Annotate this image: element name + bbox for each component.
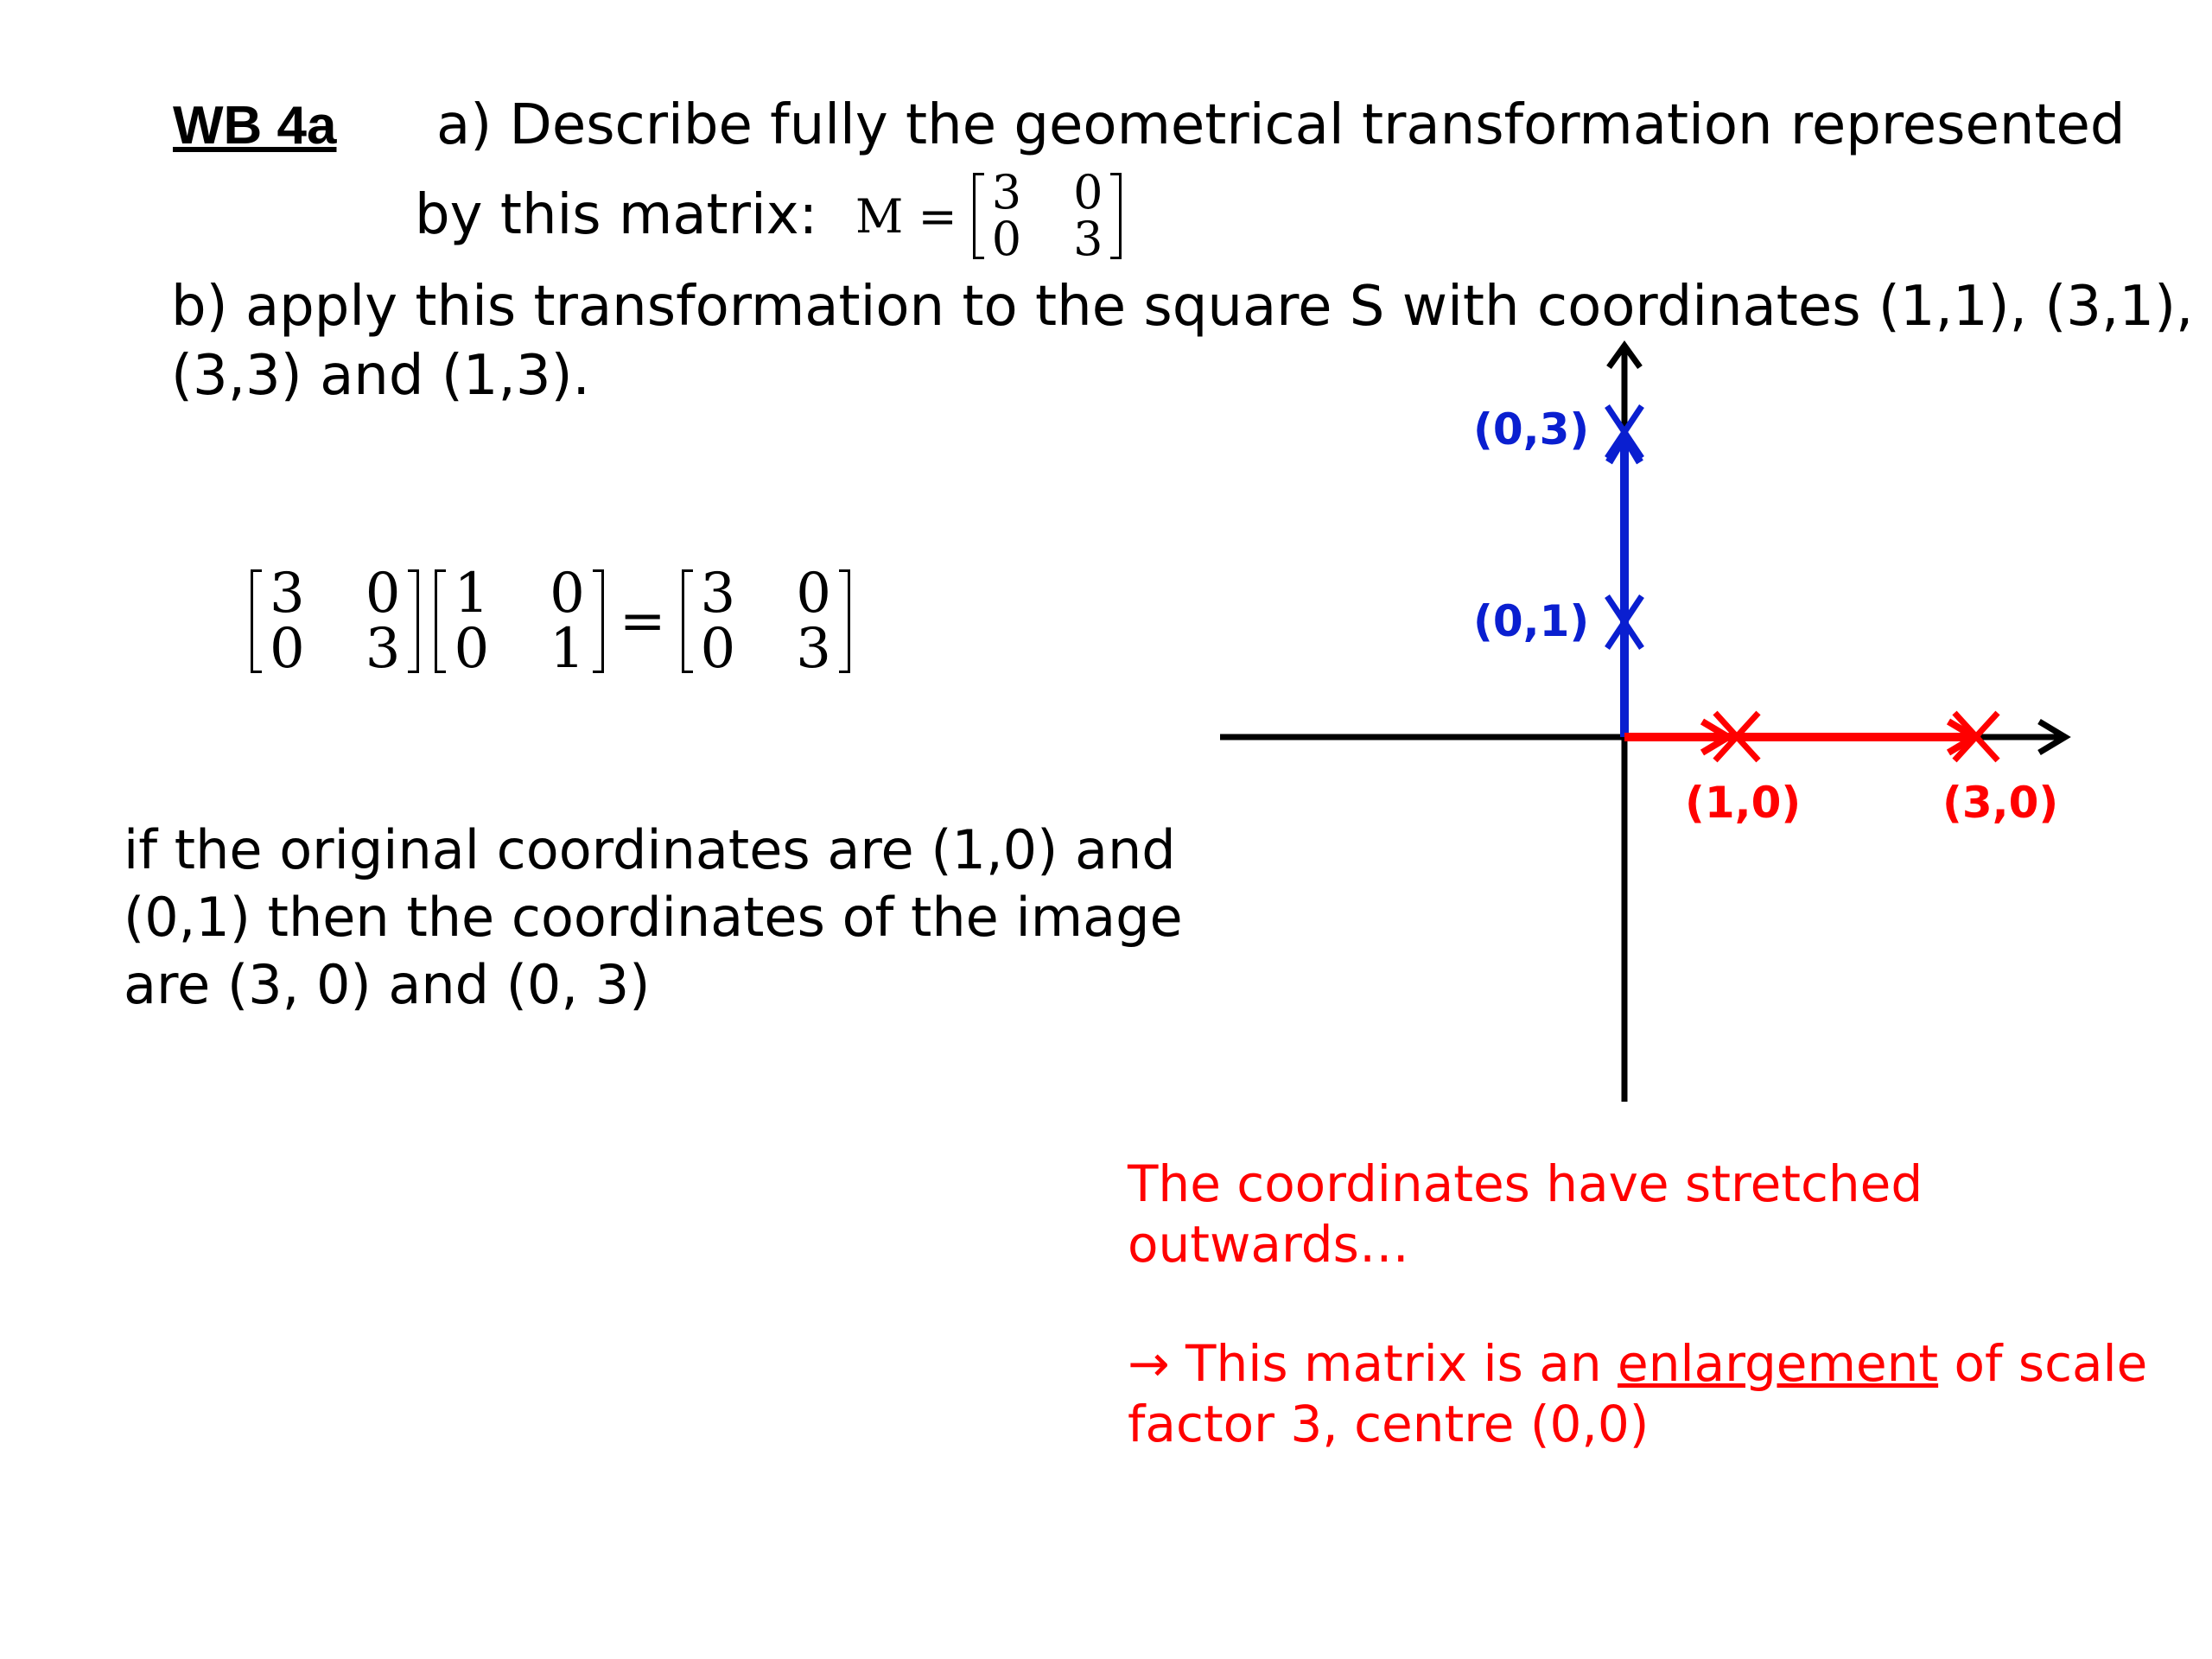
worked-example-tag: WB 4a	[173, 96, 337, 156]
matrix-m-a: 3	[991, 165, 1022, 219]
label-3-0: (3,0)	[1942, 778, 2059, 828]
conclusion-line4: factor 3, centre (0,0)	[1128, 1395, 1649, 1453]
eq-res-a: 3	[700, 562, 736, 626]
eq-mid-d: 1	[550, 617, 585, 681]
eq-left-b: 0	[365, 562, 401, 626]
conclusion-line1: The coordinates have stretched	[1128, 1154, 1923, 1213]
label-0-3: (0,3)	[1473, 404, 1590, 454]
matrix-m-d: 3	[1073, 212, 1103, 266]
conclusion-line2: outwards…	[1128, 1215, 1409, 1274]
eq-res-c: 0	[700, 617, 736, 681]
label-1-0: (1,0)	[1685, 778, 1802, 828]
equals-sign: =	[619, 589, 666, 653]
conclusion-block	[1128, 1154, 2147, 1454]
conclusion-line3-post: of scale	[1938, 1334, 2148, 1393]
enlargement-keyword: enlargement	[1618, 1334, 1939, 1393]
eq-mid-c: 0	[454, 617, 490, 681]
eq-left-d: 3	[365, 617, 401, 681]
matrix-m-label: M =	[855, 188, 957, 244]
eq-mid-a: 1	[454, 562, 490, 626]
conclusion-line3-pre: This matrix is an	[1169, 1334, 1618, 1393]
question-a-line1: a) Describe fully the geometrical transformation represented	[436, 93, 2126, 157]
explanation-line2: (0,1) then the coordinates of the image	[124, 886, 1183, 949]
eq-mid-b: 0	[550, 562, 585, 626]
question-b-line2: (3,3) and (1,3).	[171, 344, 590, 408]
eq-left-a: 3	[270, 562, 305, 626]
explanation-line1: if the original coordinates are (1,0) and	[124, 818, 1176, 881]
label-0-1: (0,1)	[1473, 596, 1590, 646]
matrix-m-b: 0	[1073, 165, 1103, 219]
conclusion-line3	[1128, 1333, 2147, 1394]
explanation-line3: are (3, 0) and (0, 3)	[124, 953, 651, 1016]
arrow-icon: →	[1128, 1334, 1170, 1393]
question-a-line2: by this matrix:	[415, 183, 818, 247]
eq-res-d: 3	[796, 617, 831, 681]
matrix-m-c: 0	[991, 212, 1022, 266]
eq-res-b: 0	[796, 562, 831, 626]
eq-left-c: 0	[270, 617, 305, 681]
question-b-line1: b) apply this transformation to the square S with coordinates (1,1), (3,1),	[171, 275, 2194, 339]
